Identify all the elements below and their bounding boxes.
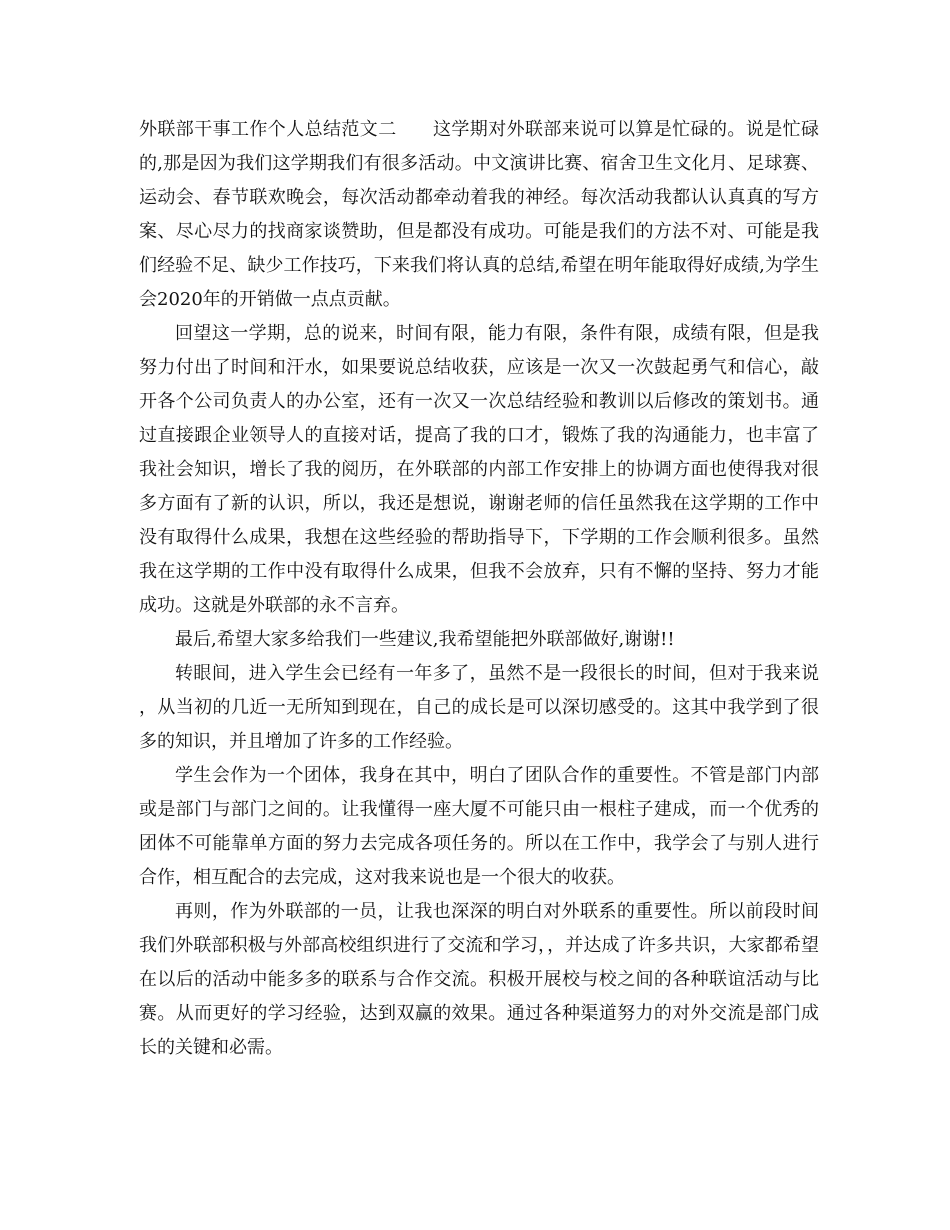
- paragraph-text: 这学期对外联部来说可以算是忙碌的。说是忙碌的,那是因为我们这学期我们有很多活动。中文演讲比赛、宿舍卫生文化月、足球赛、运动会、春节联欢晚会，每次活动都牵动着我的神经。每次活动我都认认真真的写方案、尽心尽力的找商家谈赞助，但是都没有成功。可能是我们的方法不对、可能是我们经验不足、缺少工作技巧，下来我们将认真的总结,希望在明年能取得好成绩,为学生会2020年的开销做一点点贡献。: [139, 119, 820, 310]
- document-body: [139, 113, 819, 1065]
- paragraph: 再则，作为外联部的一员，让我也深深的明白对外联系的重要性。所以前段时间我们外联部积极与外部高校组织进行了交流和学习，，并达成了许多共识，大家都希望在以后的活动中能多多的联系与合作交流。积极开展校与校之间的各种联谊活动与比赛。从而更好的学习经验，达到双赢的效果。通过各种渠道努力的对外交流是部门成长的关键和必需。: [139, 901, 819, 1058]
- first-paragraph: [139, 113, 819, 317]
- document-title: 外联部干事工作个人总结范文二: [139, 119, 397, 140]
- paragraph: 最后,希望大家多给我们一些建议,我希望能把外联部做好,谢谢!!: [175, 629, 675, 650]
- paragraph: 回望这一学期，总的说来，时间有限，能力有限，条件有限，成绩有限，但是我努力付出了时间和汗水，如果要说总结收获，应该是一次又一次鼓起勇气和信心，敲开各个公司负责人的办公室，还有一次又一次总结经验和教训以后修改的策划书。通过直接跟企业领导人的直接对话，提高了我的口才，锻炼了我的沟通能力，也丰富了我社会知识，增长了我的阅历，在外联部的内部工作安排上的协调方面也使得我对很多方面有了新的认识，所以，我还是想说，谢谢老师的信任虽然我在这学期的工作中没有取得什么成果，我想在这些经验的帮助指导下，下学期的工作会顺利很多。虽然我在这学期的工作中没有取得什么成果，但我不会放弃，只有不懈的坚持、努力才能成功。这就是外联部的永不言弃。: [139, 323, 819, 616]
- paragraph: 学生会作为一个团体，我身在其中，明白了团队合作的重要性。不管是部门内部或是部门与部门之间的。让我懂得一座大厦不可能只由一根柱子建成，而一个优秀的团体不可能靠单方面的努力去完成各项任务的。所以在工作中，我学会了与别人进行合作，相互配合的去完成，这对我来说也是一个很大的收获。: [139, 765, 819, 888]
- paragraph: 转眼间，进入学生会已经有一年多了，虽然不是一段很长的时间，但对于我来说，从当初的几近一无所知到现在，自己的成长是可以深切感受的。这其中我学到了很多的知识，并且增加了许多的工作经验。: [139, 663, 819, 752]
